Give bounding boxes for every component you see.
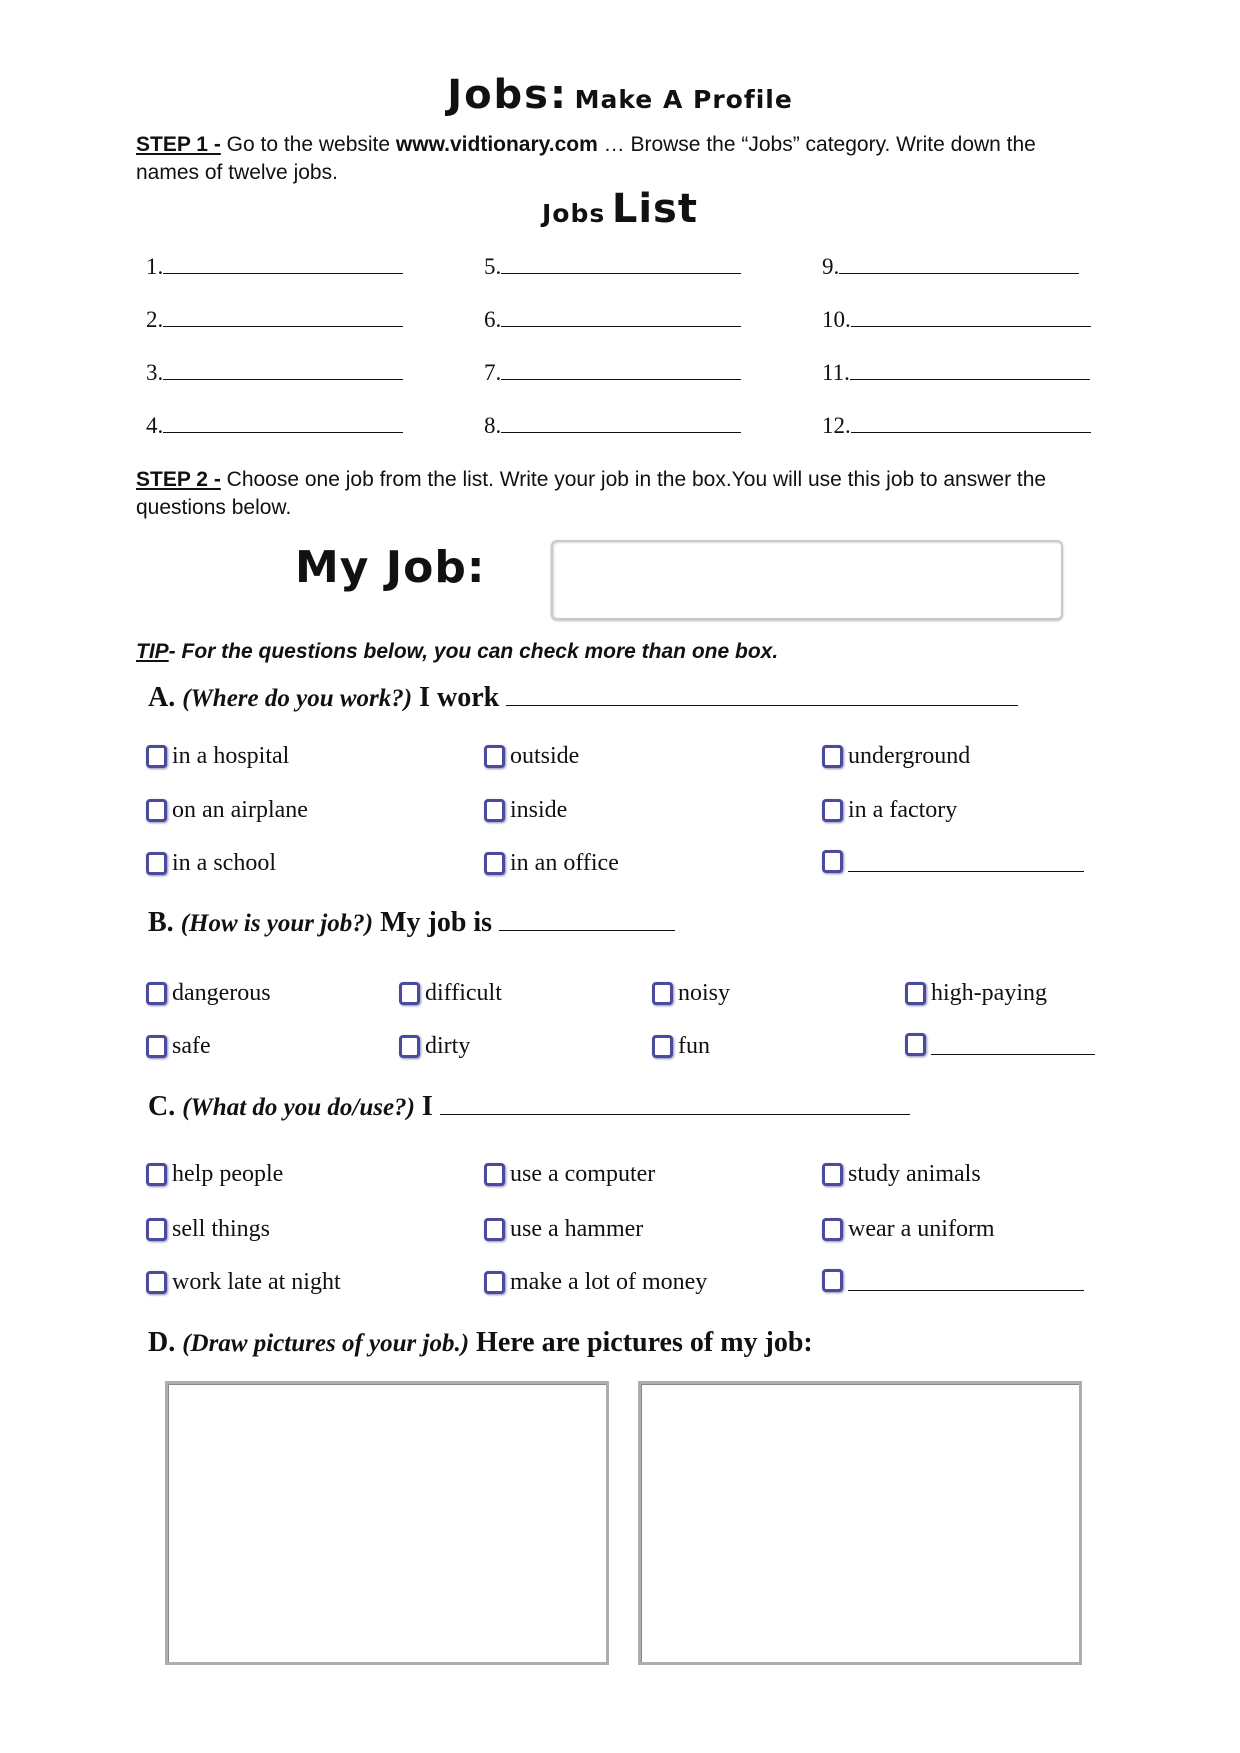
section-stem: I	[421, 1091, 433, 1122]
checkbox-option[interactable]	[484, 797, 567, 824]
checkbox[interactable]	[484, 745, 505, 768]
option-label: outside	[510, 743, 580, 769]
checkbox-option[interactable]	[399, 1033, 470, 1060]
jobs-list-title-small: Jobs	[542, 199, 606, 228]
write-in-line[interactable]	[848, 1270, 1084, 1291]
write-in-line[interactable]	[931, 1034, 1095, 1055]
my-job-label: My Job:	[295, 542, 486, 593]
job-blank-10[interactable]	[822, 307, 1091, 333]
step1-instructions	[136, 131, 1096, 187]
write-line[interactable]	[501, 361, 741, 380]
checkbox-option[interactable]	[905, 980, 1047, 1007]
write-line[interactable]	[163, 255, 403, 274]
job-blank-2[interactable]	[146, 307, 403, 333]
job-blank-12[interactable]	[822, 413, 1091, 439]
step1-text-before: Go to the website	[220, 133, 396, 156]
option-label: make a lot of money	[510, 1269, 708, 1295]
title-sub: Make A Profile	[574, 85, 793, 114]
section-question: (How is your job?)	[180, 910, 374, 937]
job-number: 12.	[822, 413, 851, 438]
write-line[interactable]	[851, 414, 1091, 433]
checkbox[interactable]	[822, 850, 843, 873]
checkbox[interactable]	[146, 745, 167, 768]
checkbox-option[interactable]	[146, 1269, 341, 1296]
section-stem: Here are pictures of my job:	[476, 1327, 813, 1358]
job-number: 7.	[484, 360, 502, 385]
job-number: 8.	[484, 413, 502, 438]
job-blank-7[interactable]	[484, 360, 741, 386]
checkbox-option[interactable]	[484, 850, 619, 877]
checkbox-option[interactable]	[399, 980, 502, 1007]
write-line[interactable]	[501, 255, 741, 274]
checkbox[interactable]	[146, 852, 167, 875]
checkbox-option-other[interactable]	[822, 1269, 1084, 1292]
option-label: difficult	[425, 980, 502, 1006]
drawing-box-2[interactable]	[638, 1381, 1082, 1665]
drawing-box-1[interactable]	[165, 1381, 609, 1665]
checkbox[interactable]	[146, 1035, 167, 1058]
checkbox-option[interactable]	[652, 1033, 710, 1060]
write-line[interactable]	[501, 414, 741, 433]
option-label: use a hammer	[510, 1216, 644, 1242]
checkbox[interactable]	[146, 799, 167, 822]
write-line[interactable]	[163, 361, 403, 380]
job-number: 9.	[822, 254, 840, 279]
job-blank-3[interactable]	[146, 360, 403, 386]
jobs-list-title-big: List	[611, 186, 698, 232]
jobs-list-title	[0, 186, 1240, 232]
job-blank-6[interactable]	[484, 307, 741, 333]
option-label: safe	[172, 1033, 211, 1059]
checkbox[interactable]	[146, 982, 167, 1005]
checkbox[interactable]	[822, 799, 843, 822]
checkbox-option-other[interactable]	[822, 850, 1084, 873]
job-blank-5[interactable]	[484, 254, 741, 280]
checkbox[interactable]	[905, 1033, 926, 1056]
job-blank-1[interactable]	[146, 254, 403, 280]
section-stem: I work	[419, 682, 500, 713]
answer-line[interactable]	[506, 683, 1018, 706]
step1-website: www.vidtionary.com	[395, 133, 598, 156]
checkbox[interactable]	[484, 1218, 505, 1241]
checkbox-option[interactable]	[146, 1033, 211, 1060]
option-label: use a computer	[510, 1161, 656, 1187]
job-number: 2.	[146, 307, 164, 332]
option-label: dirty	[425, 1033, 471, 1059]
job-number: 5.	[484, 254, 502, 279]
job-blank-11[interactable]	[822, 360, 1090, 386]
tip-text	[136, 640, 778, 664]
tip-label: TIP	[136, 640, 169, 663]
option-label: in a school	[172, 850, 276, 876]
checkbox-option[interactable]	[146, 1216, 270, 1243]
checkbox[interactable]	[399, 982, 420, 1005]
job-number: 11.	[822, 360, 850, 385]
option-label: inside	[510, 797, 568, 823]
option-label: in a hospital	[172, 743, 290, 769]
option-label: study animals	[848, 1161, 981, 1187]
job-number: 6.	[484, 307, 502, 332]
checkbox[interactable]	[146, 1271, 167, 1294]
option-label: on an airplane	[172, 797, 308, 823]
section-letter: B.	[148, 907, 174, 938]
section-letter: D.	[148, 1327, 176, 1358]
answer-line[interactable]	[440, 1092, 910, 1115]
checkbox[interactable]	[822, 1218, 843, 1241]
write-in-line[interactable]	[848, 851, 1084, 872]
checkbox-option[interactable]	[146, 980, 271, 1007]
job-blank-8[interactable]	[484, 413, 741, 439]
checkbox-option[interactable]	[484, 743, 579, 770]
checkbox[interactable]	[484, 852, 505, 875]
checkbox-option[interactable]	[484, 1161, 655, 1188]
checkbox[interactable]	[822, 1269, 843, 1292]
step1-label: STEP 1 -	[136, 133, 221, 156]
option-label: underground	[848, 743, 971, 769]
checkbox-option[interactable]	[484, 1269, 707, 1296]
section-stem: My job is	[380, 907, 493, 938]
checkbox[interactable]	[484, 1271, 505, 1294]
checkbox[interactable]	[822, 1163, 843, 1186]
section-c-heading	[148, 1091, 910, 1123]
answer-line[interactable]	[499, 908, 675, 931]
job-blank-9[interactable]	[822, 254, 1079, 280]
checkbox-option[interactable]	[146, 1161, 283, 1188]
checkbox[interactable]	[905, 982, 926, 1005]
checkbox-option-other[interactable]	[905, 1033, 1095, 1056]
checkbox-option[interactable]	[822, 1216, 995, 1243]
section-b-heading	[148, 907, 675, 939]
section-question: (Where do you work?)	[182, 685, 413, 712]
checkbox-option[interactable]	[822, 743, 970, 770]
tip-body: - For the questions below, you can check more than one box.	[168, 640, 779, 663]
option-label: help people	[172, 1161, 284, 1187]
job-number: 10.	[822, 307, 851, 332]
write-line[interactable]	[163, 414, 403, 433]
write-line[interactable]	[501, 308, 741, 327]
step2-label: STEP 2 -	[136, 468, 221, 491]
checkbox-option[interactable]	[652, 980, 730, 1007]
my-job-input-box[interactable]	[551, 540, 1063, 620]
checkbox[interactable]	[484, 1163, 505, 1186]
checkbox[interactable]	[652, 1035, 673, 1058]
option-label: high-paying	[931, 980, 1047, 1006]
section-a-heading	[148, 682, 1018, 714]
option-label: dangerous	[172, 980, 271, 1006]
checkbox-option[interactable]	[484, 1216, 643, 1243]
option-label: in a factory	[848, 797, 958, 823]
write-line[interactable]	[163, 308, 403, 327]
section-question: (What do you do/use?)	[182, 1094, 415, 1121]
checkbox[interactable]	[146, 1218, 167, 1241]
checkbox[interactable]	[652, 982, 673, 1005]
option-label: in an office	[510, 850, 619, 876]
checkbox-option[interactable]	[146, 743, 289, 770]
step2-instructions	[136, 466, 1096, 522]
checkbox-option[interactable]	[822, 797, 957, 824]
section-d-heading	[148, 1327, 813, 1359]
option-label: sell things	[172, 1216, 271, 1242]
step1-text-after: … Browse the “Jobs” category. Write down the names of twelve jobs.	[136, 133, 1036, 184]
section-letter: A.	[148, 682, 176, 713]
job-blank-4[interactable]	[146, 413, 403, 439]
checkbox-option[interactable]	[822, 1161, 981, 1188]
page-title	[0, 72, 1240, 118]
checkbox-option[interactable]	[146, 797, 308, 824]
write-line[interactable]	[850, 361, 1090, 380]
checkbox[interactable]	[146, 1163, 167, 1186]
step2-text: Choose one job from the list. Write your job in the box.You will use this job to answer the questions below.	[136, 468, 1047, 519]
option-label: fun	[678, 1033, 710, 1059]
section-letter: C.	[148, 1091, 176, 1122]
job-number: 3.	[146, 360, 164, 385]
checkbox[interactable]	[822, 745, 843, 768]
option-label: noisy	[678, 980, 731, 1006]
section-question: (Draw pictures of your job.)	[182, 1330, 470, 1357]
checkbox-option[interactable]	[146, 850, 276, 877]
job-number: 1.	[146, 254, 164, 279]
option-label: work late at night	[172, 1269, 341, 1295]
write-line[interactable]	[839, 255, 1079, 274]
option-label: wear a uniform	[848, 1216, 995, 1242]
write-line[interactable]	[851, 308, 1091, 327]
job-number: 4.	[146, 413, 164, 438]
title-main: Jobs:	[447, 72, 568, 118]
checkbox[interactable]	[484, 799, 505, 822]
checkbox[interactable]	[399, 1035, 420, 1058]
